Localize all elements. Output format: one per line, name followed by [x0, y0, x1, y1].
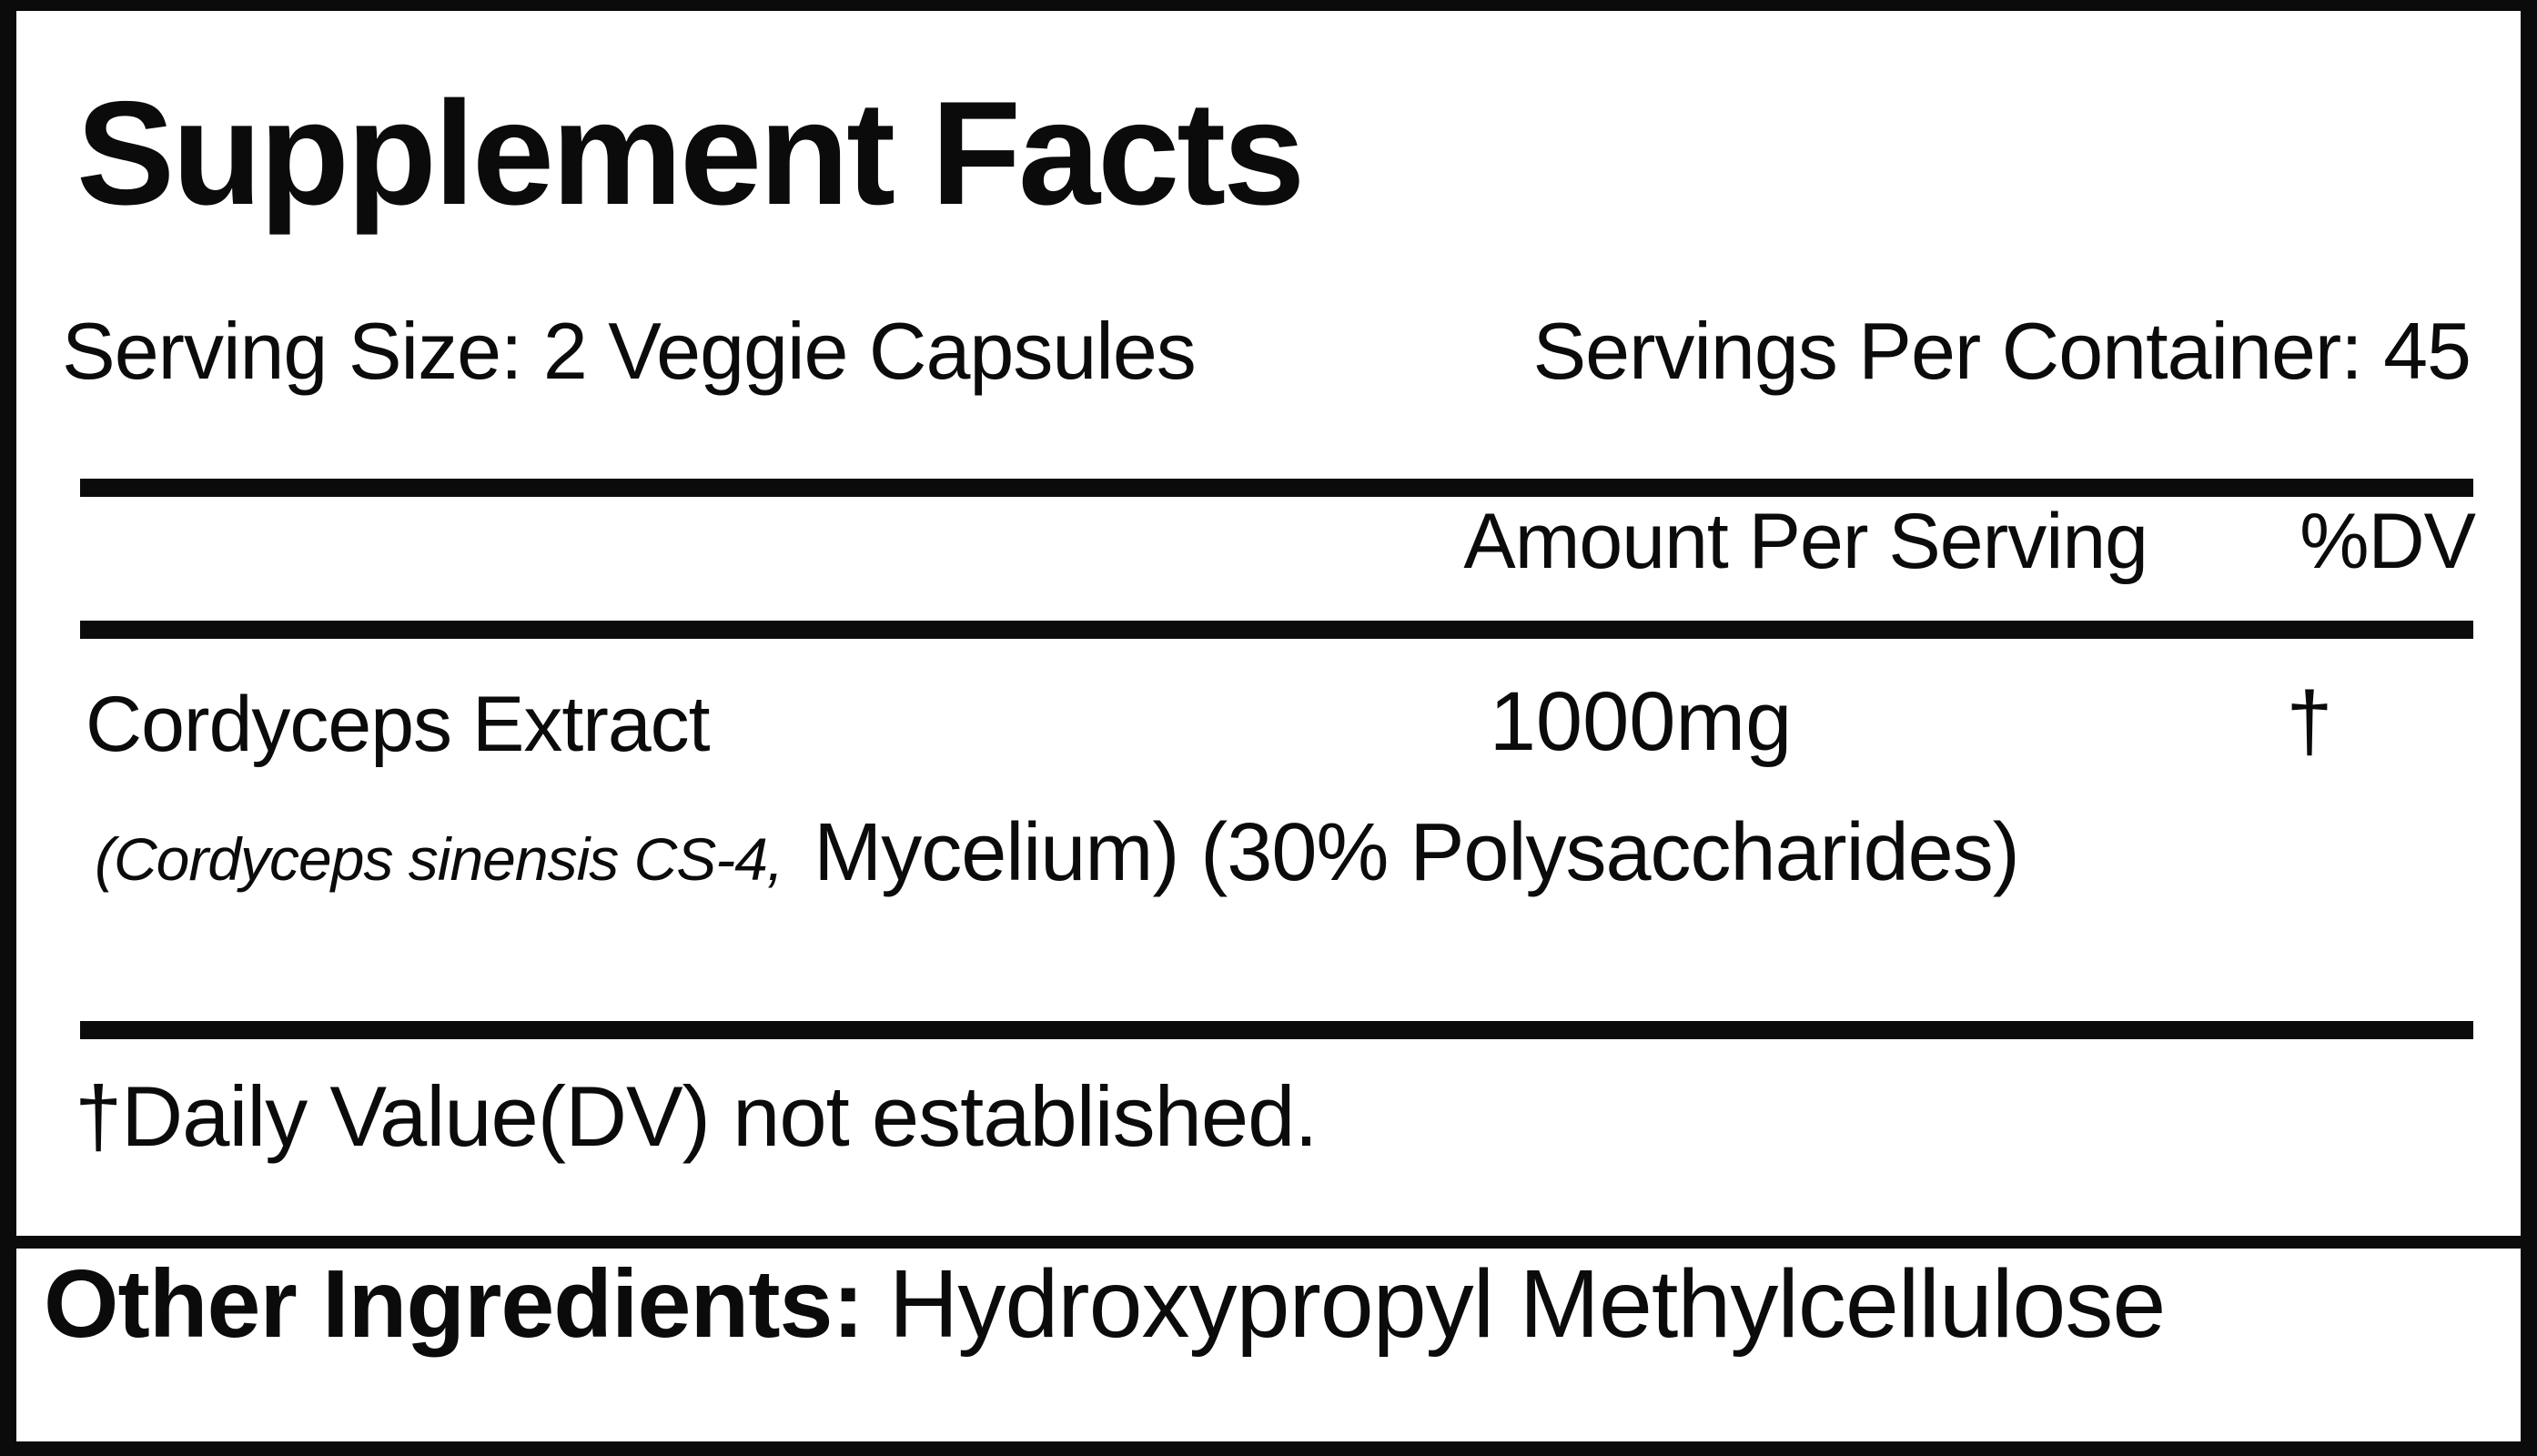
ingredient-dv-dagger: †: [2286, 675, 2333, 768]
dv-footnote: †Daily Value(DV) not established.: [75, 1068, 1318, 1164]
other-ingredients-row: [44, 1250, 2166, 1358]
section-divider: [0, 1236, 2537, 1249]
servings-per-container-text: Servings Per Container: 45: [1532, 306, 2471, 396]
serving-size-text: Serving Size: 2 Veggie Capsules: [62, 306, 1196, 396]
serving-info-row: [62, 306, 2471, 396]
panel-title: Supplement Facts: [76, 71, 1303, 236]
ingredient-detail-text: Mycelium) (30% Polysaccharides): [814, 807, 2019, 898]
thick-divider-under-header: [80, 621, 2473, 639]
ingredient-name: Cordyceps Extract: [86, 681, 710, 768]
amount-per-serving-header: Amount Per Serving: [1463, 498, 2148, 585]
other-ingredients-label: Other Ingredients:: [44, 1250, 864, 1358]
ingredient-amount: 1000mg: [1489, 675, 1793, 768]
other-ingredients-value: Hydroxypropyl Methylcellulose: [888, 1250, 2166, 1358]
ingredient-row: [16, 675, 2521, 798]
ingredient-botanical-name: (Cordyceps sinensis CS-4,: [95, 825, 783, 893]
percent-dv-header: %DV: [2299, 498, 2475, 585]
column-header-row: [16, 498, 2521, 612]
thick-divider-above-footnote: [80, 1021, 2473, 1039]
thick-divider-top: [80, 479, 2473, 497]
ingredient-detail-line: [95, 807, 2019, 898]
